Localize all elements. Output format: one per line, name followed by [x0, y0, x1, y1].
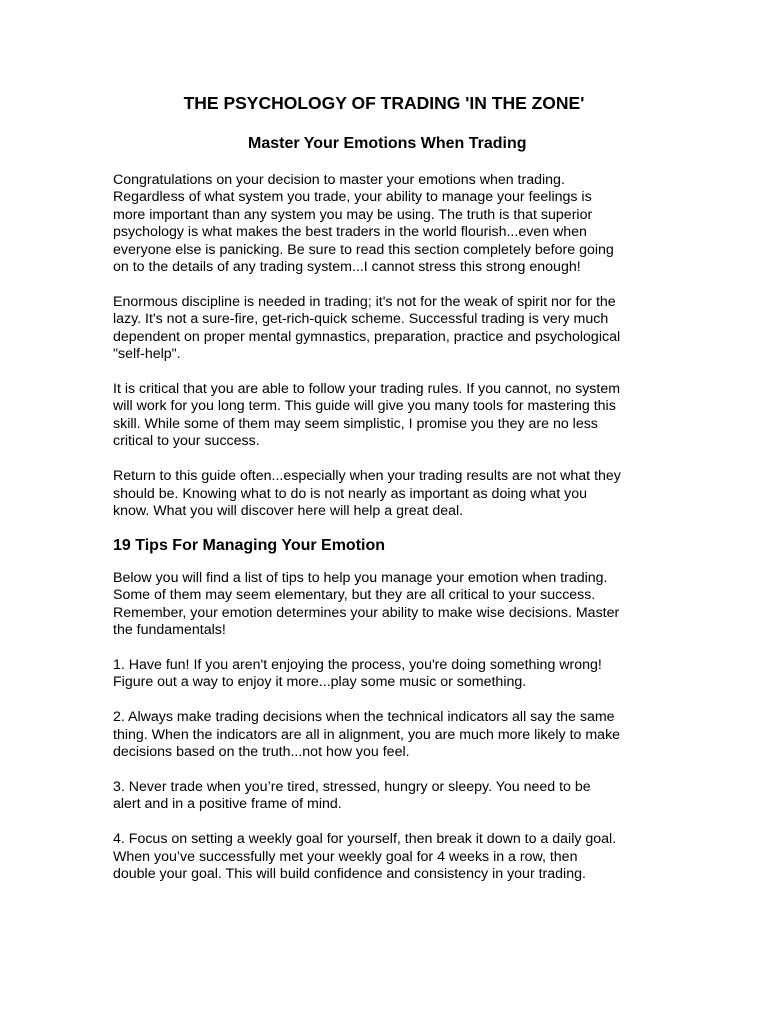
- text-line: 1. Have fun! If you aren't enjoying the process, you're doing something wrong!: [113, 657, 602, 674]
- document-title: THE PSYCHOLOGY OF TRADING 'IN THE ZONE': [183, 93, 585, 113]
- text-line: Enormous discipline is needed in trading; it's not for the weak of spirit nor for the: [113, 293, 616, 310]
- document-body: [113, 172, 658, 901]
- text-line: lazy. It's not a sure-fire, get-rich-quick scheme. Successful trading is very much: [113, 311, 609, 328]
- text-line: It is critical that you are able to follow your trading rules. If you cannot, no system: [113, 381, 621, 398]
- intro-paragraph: [113, 294, 658, 364]
- tips-section: [113, 570, 658, 884]
- intro-section: [113, 172, 658, 520]
- text-line: Below you will find a list of tips to help you manage your emotion when trading.: [113, 569, 608, 586]
- text-line: Regardless of what system you trade, your ability to manage your feelings is: [113, 189, 592, 206]
- text-line: 2. Always make trading decisions when the technical indicators all say the same: [113, 709, 615, 726]
- text-line: thing. When the indicators are all in alignment, you are much more likely to make: [113, 726, 621, 743]
- text-line: Figure out a way to enjoy it more...play some music or something.: [113, 674, 527, 691]
- text-line: know. What you will discover here will help a great deal.: [113, 503, 464, 519]
- text-line: Remember, your emotion determines your ability to make wise decisions. Master: [113, 604, 620, 621]
- text-line: Return to this guide often...especially when your trading results are not what they: [113, 468, 621, 485]
- text-line: the fundamentals!: [113, 622, 226, 639]
- text-line: will work for you long term. This guide will give you many tools for mastering this: [113, 398, 616, 415]
- document-subtitle: Master Your Emotions When Trading: [248, 135, 527, 152]
- tips-paragraph: [113, 831, 658, 883]
- text-line: on to the details of any trading system...I cannot stress this strong enough!: [113, 259, 581, 276]
- text-line: Some of them may seem elementary, but they are all critical to your success.: [113, 587, 596, 604]
- text-line: "self-help".: [113, 346, 181, 363]
- text-line: 3. Never trade when you’re tired, stressed, hungry or sleepy. You need to be: [113, 779, 591, 796]
- text-line: psychology is what makes the best traders in the world flourish...even when: [113, 224, 587, 241]
- text-line: should be. Knowing what to do is not nearly as important as doing what you: [113, 485, 587, 502]
- tips-paragraph: [113, 570, 658, 640]
- text-line: Congratulations on your decision to master your emotions when trading.: [113, 172, 565, 188]
- text-line: dependent on proper mental gymnastics, preparation, practice and psychological: [113, 328, 621, 345]
- intro-paragraph: [113, 468, 658, 520]
- text-line: alert and in a positive frame of mind.: [113, 796, 342, 813]
- text-line: 4. Focus on setting a weekly goal for yourself, then break it down to a daily goal.: [113, 831, 617, 848]
- text-line: everyone else is panicking. Be sure to read this section completely before going: [113, 241, 614, 258]
- section-heading: 19 Tips For Managing Your Emotion: [113, 536, 386, 554]
- text-line: critical to your success.: [113, 433, 260, 450]
- intro-paragraph: [113, 172, 658, 276]
- tips-paragraph: [113, 657, 658, 692]
- text-line: skill. While some of them may seem simplistic, I promise you they are no less: [113, 415, 598, 432]
- tips-paragraph: [113, 709, 658, 761]
- text-line: decisions based on the truth...not how you feel.: [113, 744, 410, 761]
- text-line: When you’ve successfully met your weekly goal for 4 weeks in a row, then: [113, 848, 578, 865]
- intro-paragraph: [113, 381, 658, 451]
- text-line: more important than any system you may be using. The truth is that superior: [113, 206, 593, 223]
- tips-paragraph: [113, 779, 658, 814]
- text-line: double your goal. This will build confidence and consistency in your trading.: [113, 866, 586, 883]
